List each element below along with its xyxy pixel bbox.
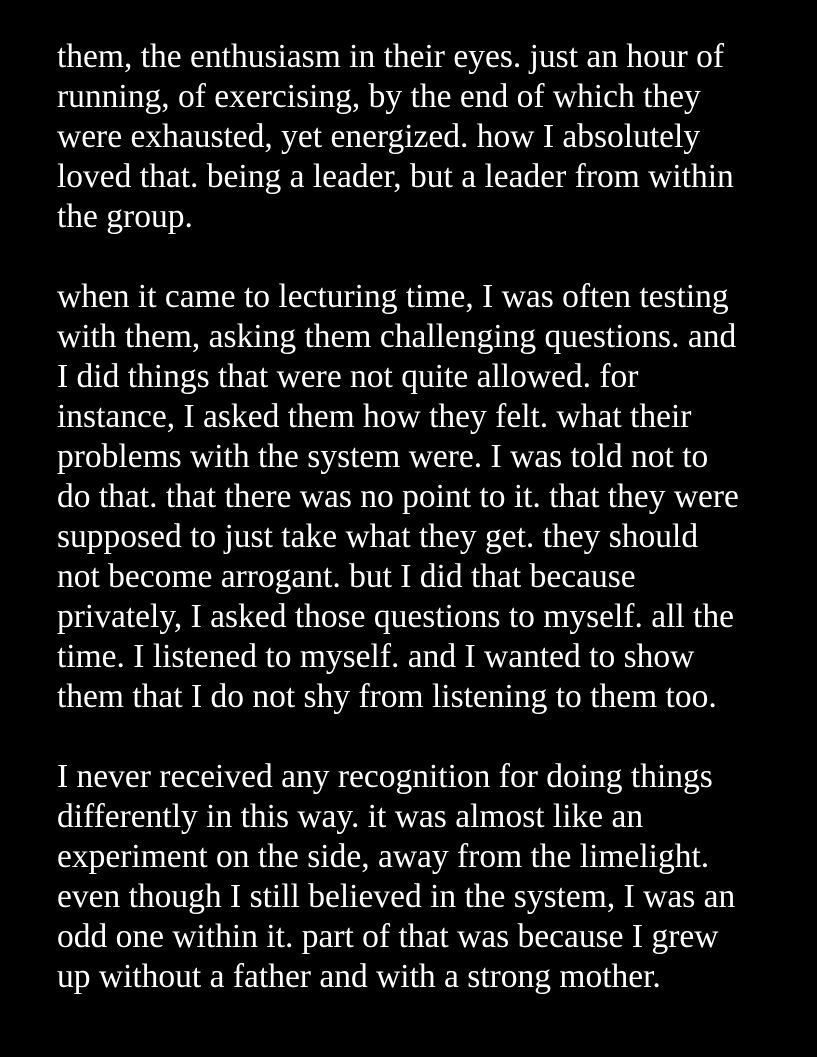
text-line: experiment on the side, away from the limelight. [57, 838, 710, 875]
text-line: not become arrogant. but I did that because [57, 558, 636, 595]
text-line: instance, I asked them how they felt. what their [57, 398, 692, 435]
text-line: were exhausted, yet energized. how I absolutely [57, 118, 701, 155]
text-line: when it came to lecturing time, I was often testing [57, 278, 729, 315]
text-line: them, the enthusiasm in their eyes. just an hour of [57, 38, 725, 75]
text-body [57, 37, 802, 1037]
paragraph-3 [57, 757, 802, 997]
text-line: running, of exercising, by the end of which they [57, 78, 701, 115]
text-line: with them, asking them challenging questions. and [57, 318, 737, 355]
text-line: differently in this way. it was almost like an [57, 798, 644, 835]
text-line: I did things that were not quite allowed. for [57, 358, 639, 395]
text-line: privately, I asked those questions to myself. all the [57, 598, 734, 635]
text-line: up without a father and with a strong mother. [57, 958, 661, 995]
text-line: supposed to just take what they get. they should [57, 518, 699, 555]
text-line: odd one within it. part of that was because I grew [57, 918, 719, 955]
text-line: loved that. being a leader, but a leader from within [57, 158, 734, 195]
paragraph-1 [57, 37, 802, 237]
text-line: do that. that there was no point to it. that they were [57, 478, 739, 515]
text-line: problems with the system were. I was told not to [57, 438, 709, 475]
text-line: even though I still believed in the system, I was an [57, 878, 736, 915]
text-line: time. I listened to myself. and I wanted to show [57, 638, 695, 675]
text-line: I never received any recognition for doing things [57, 758, 713, 795]
paragraph-2 [57, 277, 802, 717]
text-line: them that I do not shy from listening to them too. [57, 678, 717, 715]
text-line: the group. [57, 198, 193, 235]
